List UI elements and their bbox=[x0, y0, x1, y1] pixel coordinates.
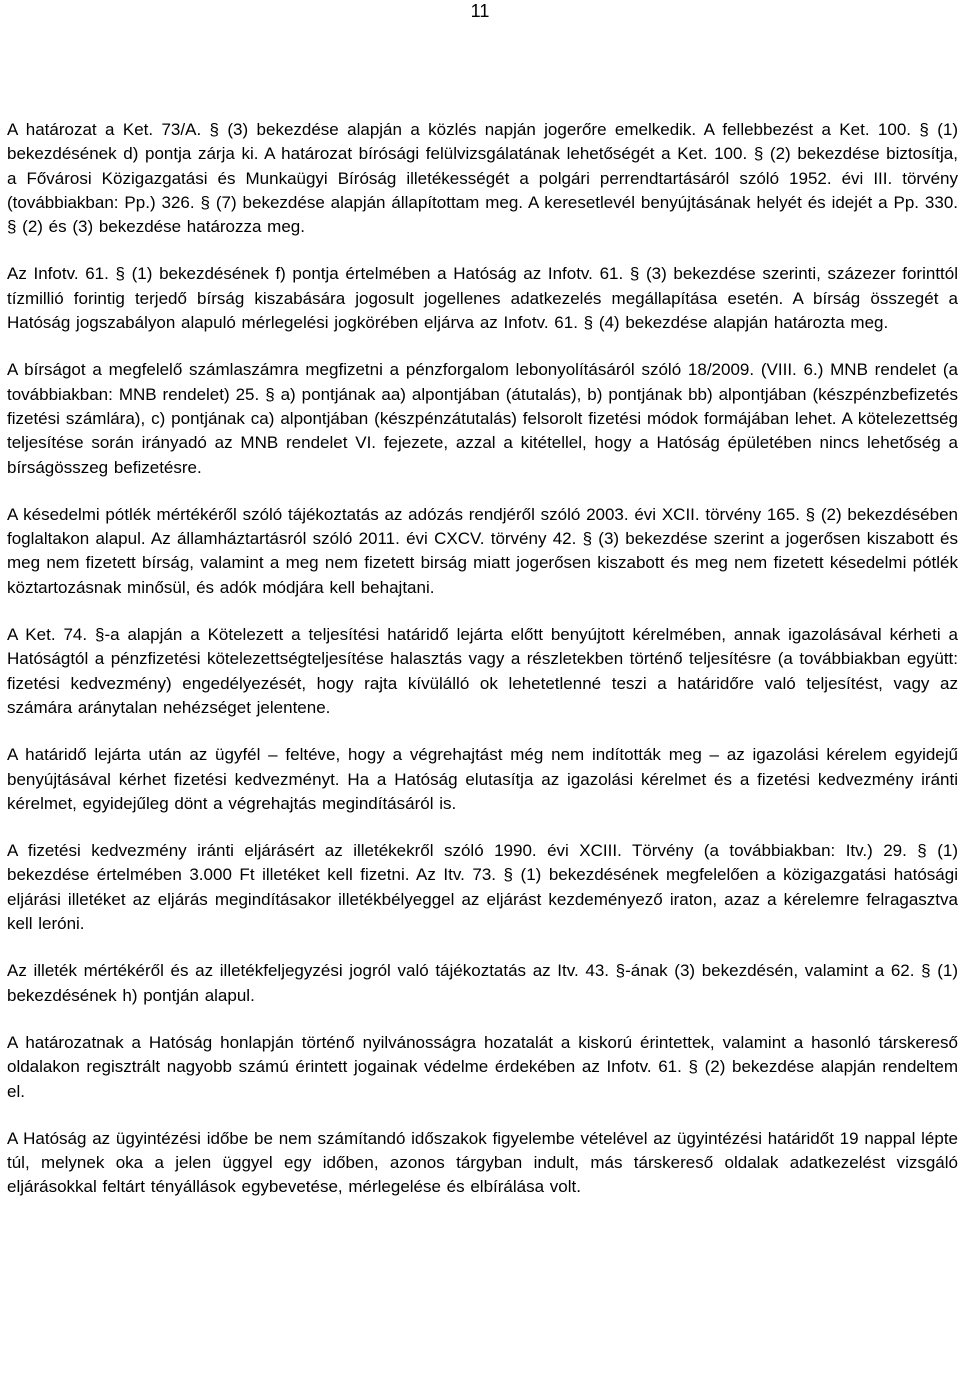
paragraph-payment-methods: A bírságot a megfelelő számlaszámra megfizetni a pénzforgalom lebonyolításáról szóló 18/2009. (VIII. 6.) MNB rendelet (a továbbiakban: MNB rendelet) 25. § a) pontjának aa) alpontjában (átutalás), b) pontjának bb) alpontjában (készpénzbefizetés fizetési számlára), c) pontjának ca) alpontjában (készpénzátutalás) felsorolt fizetési módok formájában lehet. A kötelezettség teljesítése során irányadó az MNB rendelet VI. fejezete, azzal a kitétellel, hogy a Hatóság épületében nincs lehetőség a bírságösszeg befizetésre. bbox=[7, 360, 958, 477]
paragraph-payment-deferral: A Ket. 74. §-a alapján a Kötelezett a teljesítési határidő lejárta előtt benyújtott kérelmében, annak igazolásával kérheti a Hatóságtól a pénzfizetési kötelezettségteljesítése halasztás vagy a részletekben történő teljesítésre (a továbbiakban együtt: fizetési kedvezmény) engedélyezését, hogy rajta kívülálló ok lehetetlenné teszi a határidőre való teljesítést, vagy az számára aránytalan nehézséget jelentene. bbox=[7, 625, 958, 717]
document-body bbox=[7, 118, 958, 1223]
paragraph-fee-information: Az illeték mértékéről és az illetékfeljegyzési jogról való tájékoztatás az Itv. 43. §-ának (3) bekezdésén, valamint a 62. § (1) bekezdésének h) pontján alapul. bbox=[7, 961, 958, 1005]
paragraph-appeal: A határozat a Ket. 73/A. § (3) bekezdése alapján a közlés napján jogerőre emelkedik. A fellebbezést a Ket. 100. § (1) bekezdésének d) pontja zárja ki. A határozat bírósági felülvizsgálatának lehetőségét a Ket. 100. § (2) bekezdése biztosítja, a Fővárosi Közigazgatási és Munkaügyi Bíróság illetékességét a polgári perrendtartásáról szóló 1952. évi III. törvény (továbbiakban: Pp.) 326. § (7) bekezdése alapján állapítottam meg. A keresetlevél benyújtásának helyét és idejét a Pp. 330. § (2) és (3) bekezdése határozza meg. bbox=[7, 120, 958, 237]
paragraph-publication: A határozatnak a Hatóság honlapján történő nyilvánosságra hozatalát a kiskorú érintettek, valamint a hasonló társkereső oldalakon regisztrált nagyobb számú érintett jogainak védelme érdekében az Infotv. 61. § (2) bekezdése alapján rendeltem el. bbox=[7, 1032, 958, 1101]
page-number: 11 bbox=[470, 1, 490, 21]
paragraph-deadline-expired: A határidő lejárta után az ügyfél – feltéve, hogy a végrehajtást még nem indították meg – az igazolási kérelem egyidejű benyújtásával kérhet fizetési kedvezményt. Ha a Hatóság elutasítja az igazolási kérelmet és a fizetési kedvezmény iránti kérelmet, egyidejűleg dönt a végrehajtás megindításáról is. bbox=[7, 745, 958, 813]
paragraph-late-fee: A késedelmi pótlék mértékéről szóló tájékoztatás az adózás rendjéről szóló 2003. évi XCII. törvény 165. § (2) bekezdésében foglaltakon alapul. Az államháztartásról szóló 2011. évi CXCV. törvény 42. § (3) bekezdése szerint a jogerősen kiszabott és meg nem fizetett bírság, valamint a meg nem fizetett birság miatt jogerősen kiszabott és meg nem fizetett késedelmi pótlék köztartozásnak minősül, és adók módjára kell behajtani. bbox=[7, 504, 958, 597]
paragraph-deadline-exceeded: A Hatóság az ügyintézési időbe be nem számítandó időszakok figyelembe vételével az ügyintézési határidőt 19 nappal lépte túl, melynek oka a jelen üggyel egy időben, azonos tárgyban indult, más társkereső oldalak adatkezelést vizsgáló eljárásokkal feltárt tényállások egybevetése, mérlegelése és elbírálása volt. bbox=[7, 1128, 958, 1197]
paragraph-procedure-fee: A fizetési kedvezmény iránti eljárásért az illetékekről szóló 1990. évi XCIII. Törvény (a továbbiakban: Itv.) 29. § (1) bekezdése értelmében 3.000 Ft illetéket kell fizetni. Az Itv. 73. § (1) bekezdésének megfelelően a közigazgatási hatósági eljárási illetéket az eljárás megindításakor illetékbélyeggel az eljárást kezdeményező iraton, azaz a kérelemre felragasztva kell leróni. bbox=[7, 841, 958, 934]
paragraph-fine-legal-basis: Az Infotv. 61. § (1) bekezdésének f) pontja értelmében a Hatóság az Infotv. 61. § (3) bekezdése szerinti, százezer forinttól tízmillió forintig terjedő bírság kiszabására jogosult jogellenes adatkezelés megállapítása esetén. A bírság összegét a Hatóság jogszabályon alapuló mérlegelési jogkörében eljárva az Infotv. 61. § (4) bekezdése alapján határozta meg. bbox=[7, 264, 958, 333]
